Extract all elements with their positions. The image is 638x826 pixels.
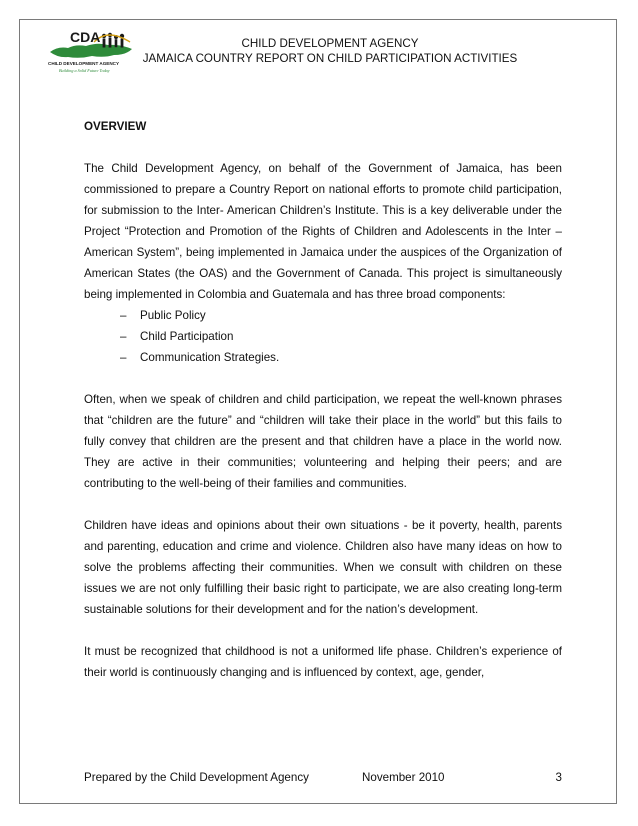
page-number: 3 <box>555 771 562 784</box>
footer-date: November 2010 <box>362 771 445 784</box>
list-item: – Child Participation <box>120 330 234 343</box>
section-heading: OVERVIEW <box>84 120 147 133</box>
paragraph-3: Children have ideas and opinions about their own situations - be it poverty, health, parents and parenting, education and crime and violence. Children also have many ideas on how to solve the problems affecting their communities. When we consult with children on these issues we are not only fulfilling their basic right to participate, we are also creating long-term sustainable solutions for their development and for the nation’s development. <box>84 519 562 616</box>
list-item: – Public Policy <box>120 309 206 322</box>
logo-tagline: Building a Solid Future Today <box>59 68 110 73</box>
document-header <box>120 36 540 66</box>
list-item: – Communication Strategies. <box>120 351 280 364</box>
footer-prepared-by: Prepared by the Child Development Agency <box>84 771 309 784</box>
header-report-title: JAMAICA COUNTRY REPORT ON CHILD PARTICIPATION ACTIVITIES <box>142 52 518 65</box>
logo-text: CDA <box>70 29 101 45</box>
components-list <box>84 305 562 368</box>
header-agency-name: CHILD DEVELOPMENT AGENCY <box>241 37 419 50</box>
logo-subtitle: CHILD DEVELOPMENT AGENCY <box>48 61 120 66</box>
document-body <box>84 117 562 683</box>
paragraph-2: Often, when we speak of children and child participation, we repeat the well-known phrases that “children are the future” and “children will take their place in the world” but this fails to fully convey that children are the present and that children have a place in the world now. They are active in their communities; volunteering and helping their peers; and are contributing to the well-being of their families and communities. <box>84 393 562 490</box>
paragraph-1: The Child Development Agency, on behalf of the Government of Jamaica, has been commissioned to prepare a Country Report on national efforts to promote child participation, for submission to the Inter- American Children’s Institute. This is a key deliverable under the Project “Protection and Promotion of the Rights of Children and Adolescents in the Inter –American System”, being implemented in Jamaica under the auspices of the Organization of American States (the OAS) and the Government of Canada. This project is simultaneously being implemented in Colombia and Guatemala and has three broad components: <box>84 162 562 301</box>
paragraph-4: It must be recognized that childhood is not a uniformed life phase. Children’s experience of their world is continuously changing and is influenced by context, age, gender, <box>84 645 562 679</box>
